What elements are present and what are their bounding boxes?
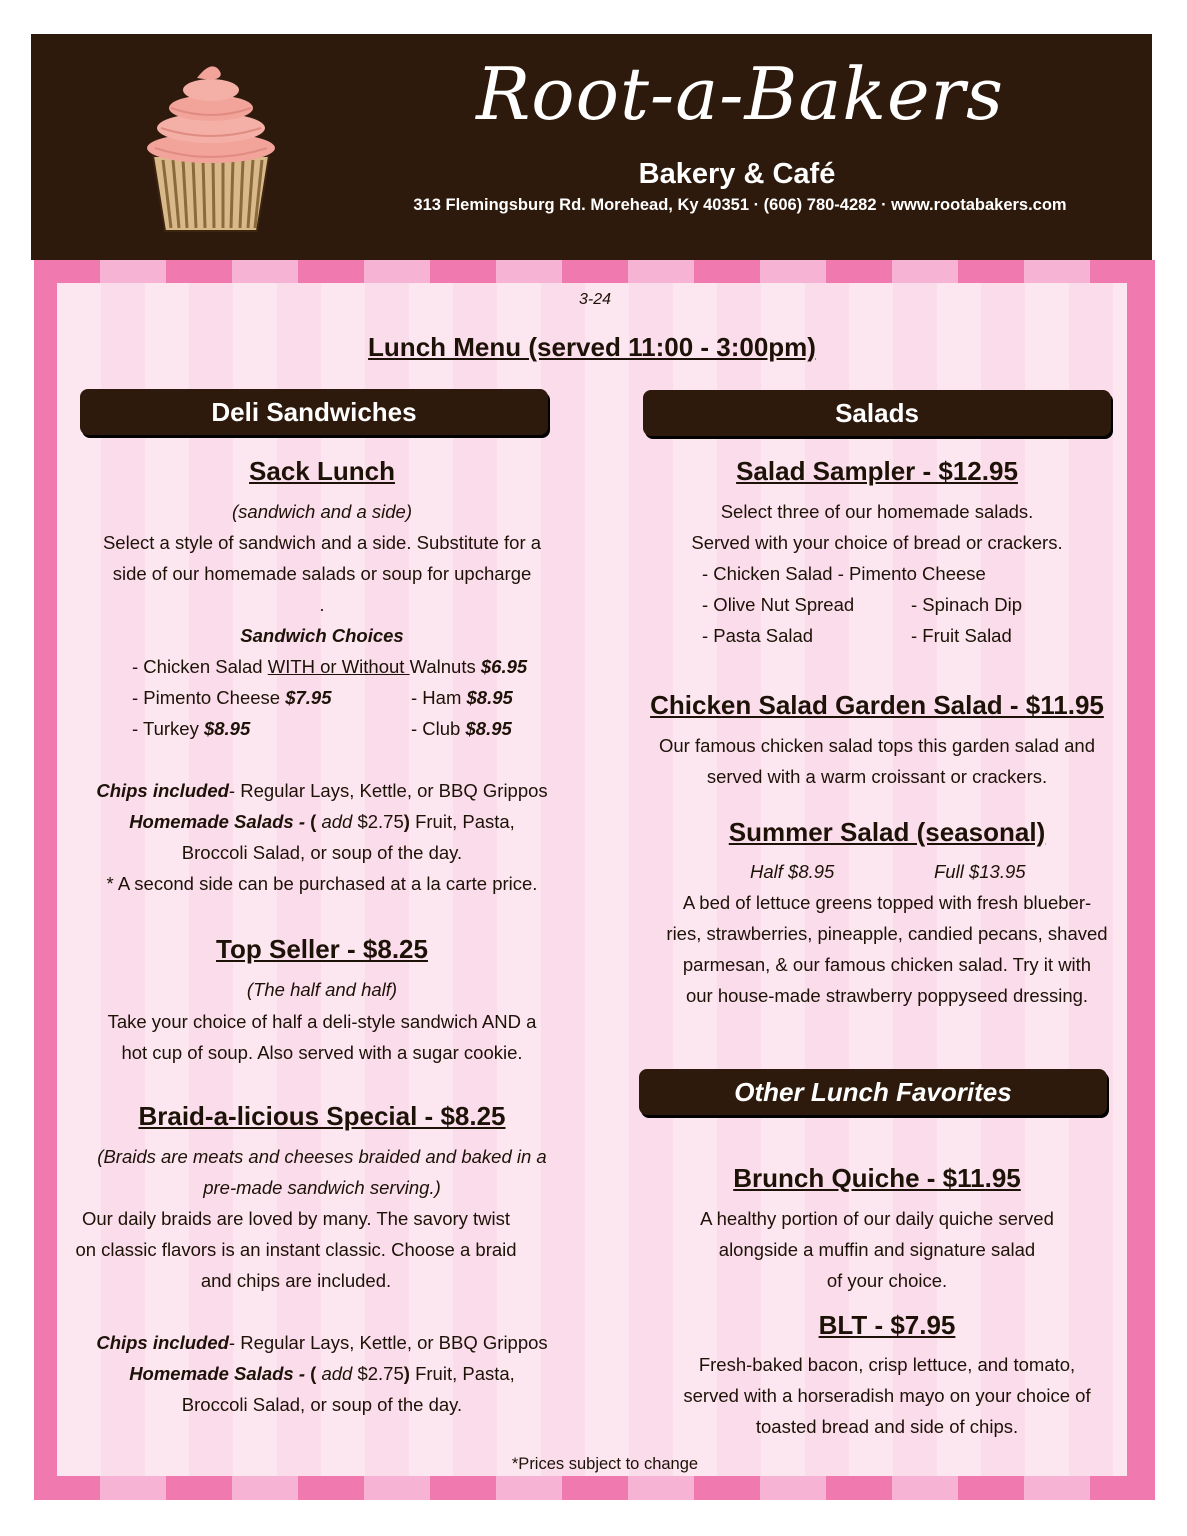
contact-line: 313 Flemingsburg Rd. Morehead, Ky 40351 · (606) 780-4282 · www.rootabakers.com bbox=[413, 196, 1067, 214]
add-label: add bbox=[321, 1363, 358, 1384]
item-title-blt: BLT - $7.95 bbox=[818, 1310, 956, 1340]
salads-line bbox=[60, 1358, 584, 1389]
item-description: alongside a muffin and signature salad bbox=[718, 1239, 1036, 1260]
paren: ( bbox=[310, 811, 322, 832]
item-description: and chips are included. bbox=[200, 1270, 392, 1291]
item-title-top-seller: Top Seller - $8.25 bbox=[216, 934, 428, 964]
item-title-brunch-quiche: Brunch Quiche - $11.95 bbox=[733, 1163, 1021, 1193]
salads-line-2: Broccoli Salad, or soup of the day. bbox=[181, 842, 463, 863]
chips-label: Chips included bbox=[96, 780, 229, 801]
salads-line bbox=[60, 806, 584, 837]
item-description: Served with your choice of bread or crackers. bbox=[691, 532, 1063, 553]
paren: ) bbox=[403, 1363, 410, 1384]
item-description: served with a warm croissant or crackers. bbox=[706, 766, 1048, 787]
choice-turkey bbox=[132, 713, 392, 744]
choice-club bbox=[411, 713, 561, 744]
salads-label: Homemade Salads - bbox=[129, 811, 311, 832]
item-description: side of our homemade salads or soup for upcharge bbox=[112, 563, 532, 584]
choice-price: $6.95 bbox=[480, 656, 528, 677]
item-description: hot cup of soup. Also served with a sugar cookie. bbox=[121, 1042, 523, 1063]
choice-price: $7.95 bbox=[285, 687, 332, 708]
price-full: Full $13.95 bbox=[934, 861, 1026, 882]
choice-price: $8.95 bbox=[203, 718, 251, 739]
item-description: A bed of lettuce greens topped with fresh blueber- bbox=[682, 892, 1092, 913]
item-description: Select three of our homemade salads. bbox=[720, 501, 1034, 522]
paren: ) bbox=[403, 811, 410, 832]
brand-name: Root-a-Bakers bbox=[476, 52, 1004, 136]
section-header-other-favorites: Other Lunch Favorites bbox=[639, 1069, 1107, 1115]
item-subtitle: pre-made sandwich serving.) bbox=[203, 1177, 441, 1198]
section-header-deli: Deli Sandwiches bbox=[80, 389, 548, 435]
item-title-summer-salad: Summer Salad (seasonal) bbox=[728, 817, 1046, 847]
chips-text: - Regular Lays, Kettle, or BBQ Grippos bbox=[228, 1332, 548, 1353]
cupcake-icon bbox=[145, 56, 277, 236]
sampler-option: - Olive Nut Spread bbox=[702, 594, 855, 615]
choice-price: $8.95 bbox=[466, 687, 513, 708]
paren: ( bbox=[310, 1363, 322, 1384]
sampler-option: - Spinach Dip bbox=[911, 594, 1023, 615]
sampler-option: - Fruit Salad bbox=[911, 625, 1012, 646]
choice-label: - Chicken Salad bbox=[132, 656, 268, 677]
choice-ham bbox=[411, 682, 561, 713]
salads-label: Homemade Salads - bbox=[129, 1363, 311, 1384]
choice-pimento-cheese bbox=[132, 682, 392, 713]
salads-price: $2.75 bbox=[357, 811, 404, 832]
choice-label: - Pimento Cheese bbox=[132, 687, 286, 708]
item-description: Our daily braids are loved by many. The savory twist bbox=[81, 1208, 511, 1229]
item-description: our house-made strawberry poppyseed dressing. bbox=[685, 985, 1089, 1006]
side-note: * A second side can be purchased at a la carte price. bbox=[106, 873, 538, 894]
choices-heading: Sandwich Choices bbox=[240, 625, 404, 646]
choice-chicken-salad bbox=[132, 651, 572, 682]
menu-date: 3-24 bbox=[578, 291, 612, 308]
choice-label: Walnuts bbox=[409, 656, 481, 677]
item-description: Select a style of sandwich and a side. Substitute for a bbox=[102, 532, 542, 553]
item-description: A healthy portion of our daily quiche served bbox=[700, 1208, 1054, 1229]
choice-price: $8.95 bbox=[465, 718, 512, 739]
item-title-salad-sampler: Salad Sampler - $12.95 bbox=[736, 456, 1018, 486]
item-title-sack-lunch: Sack Lunch bbox=[249, 456, 395, 486]
item-description: Our famous chicken salad tops this garden salad and bbox=[658, 735, 1096, 756]
chips-line bbox=[60, 1327, 584, 1358]
item-subtitle: (sandwich and a side) bbox=[232, 501, 412, 522]
choice-label: - Turkey bbox=[132, 718, 204, 739]
choice-label: - Club bbox=[411, 718, 466, 739]
item-description: . bbox=[319, 594, 325, 615]
item-subtitle: (The half and half) bbox=[246, 979, 398, 1000]
page-title: Lunch Menu (served 11:00 - 3:00pm) bbox=[368, 332, 816, 362]
chips-line bbox=[60, 775, 584, 806]
price-half: Half $8.95 bbox=[750, 861, 835, 882]
item-description: Fresh-baked bacon, crisp lettuce, and tomato, bbox=[698, 1354, 1076, 1375]
item-description: parmesan, & our famous chicken salad. Try it with bbox=[682, 954, 1092, 975]
item-description: toasted bread and side of chips. bbox=[755, 1416, 1019, 1437]
item-subtitle: (Braids are meats and cheeses braided and baked in a bbox=[97, 1146, 547, 1167]
item-title-garden-salad: Chicken Salad Garden Salad - $11.95 bbox=[650, 690, 1104, 720]
chips-text: - Regular Lays, Kettle, or BBQ Grippos bbox=[228, 780, 548, 801]
price-disclaimer: *Prices subject to change bbox=[511, 1455, 699, 1473]
add-label: add bbox=[321, 811, 358, 832]
item-description: ries, strawberries, pineapple, candied pecans, shaved bbox=[666, 923, 1108, 944]
sampler-option: - Pasta Salad bbox=[702, 625, 814, 646]
salads-price: $2.75 bbox=[357, 1363, 404, 1384]
item-description: on classic flavors is an instant classic. Choose a braid bbox=[75, 1239, 517, 1260]
sampler-option: - Chicken Salad - Pimento Cheese bbox=[702, 563, 986, 584]
salads-line-2: Broccoli Salad, or soup of the day. bbox=[181, 1394, 463, 1415]
item-description: of your choice. bbox=[826, 1270, 948, 1291]
item-description: Take your choice of half a deli-style sandwich AND a bbox=[107, 1011, 537, 1032]
item-description: served with a horseradish mayo on your choice of bbox=[683, 1385, 1091, 1406]
section-header-salads: Salads bbox=[643, 390, 1111, 436]
salads-text: Fruit, Pasta, bbox=[409, 1363, 515, 1384]
choice-label: - Ham bbox=[411, 687, 467, 708]
salads-text: Fruit, Pasta, bbox=[409, 811, 515, 832]
chips-label: Chips included bbox=[96, 1332, 229, 1353]
item-title-braid: Braid-a-licious Special - $8.25 bbox=[138, 1101, 506, 1131]
brand-subtitle: Bakery & Café bbox=[638, 158, 836, 190]
choice-option: WITH or Without bbox=[267, 656, 410, 677]
page-margin bbox=[0, 1500, 1187, 1536]
